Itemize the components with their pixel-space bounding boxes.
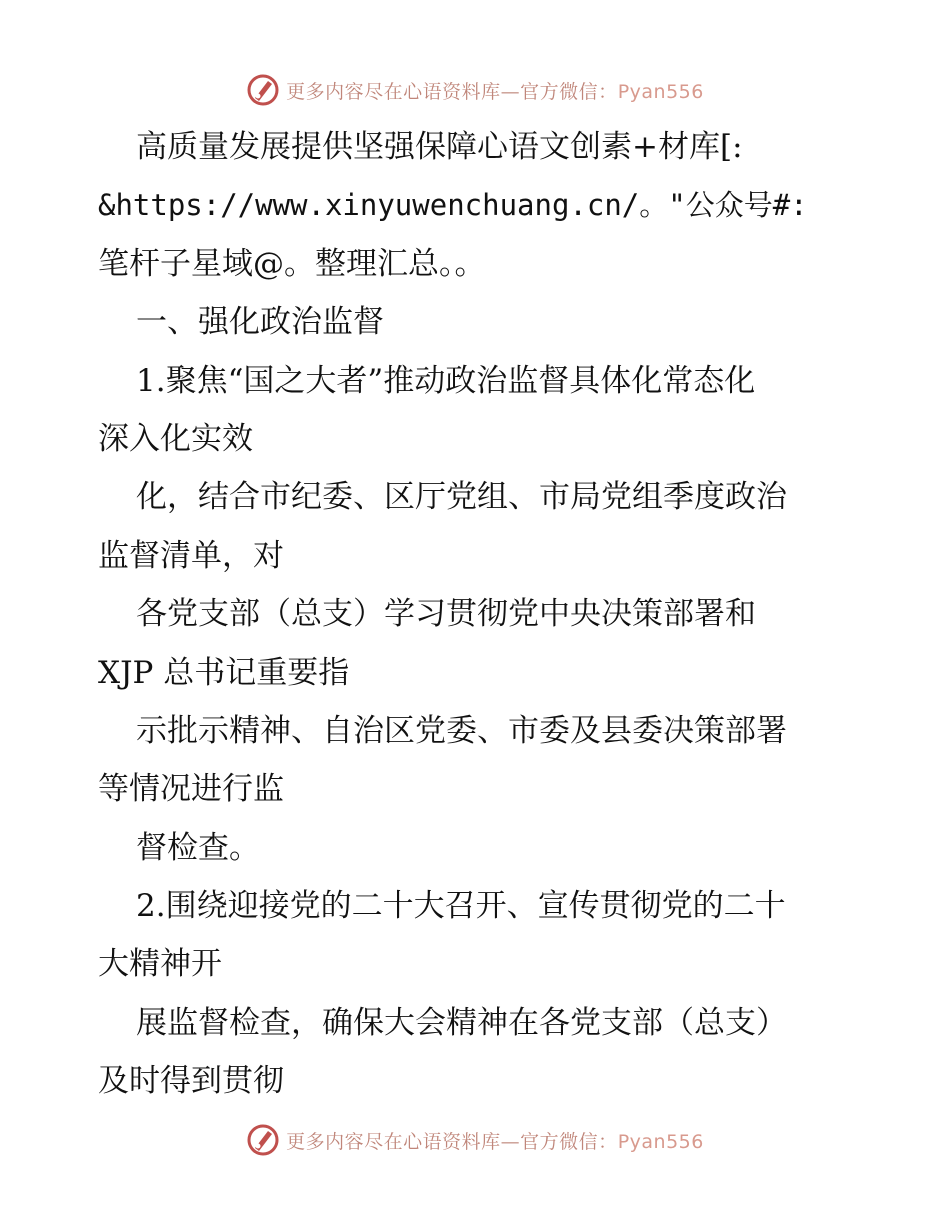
watermark-label: 官方微信：: [520, 1130, 618, 1153]
watermark-label: 官方微信：: [520, 80, 618, 103]
watermark-separator: —: [500, 80, 521, 103]
watermark-footer: [0, 1120, 950, 1160]
text-line: 示批示精神、自治区党委、市委及县委决策部署: [136, 712, 787, 749]
watermark-text: [286, 77, 704, 104]
text-line: XJP 总书记重要指: [98, 654, 350, 691]
text-line: 监督清单，对: [98, 537, 284, 574]
watermark-main: 更多内容尽在心语资料库: [286, 80, 501, 103]
logo-icon: [246, 73, 280, 107]
watermark-main: 更多内容尽在心语资料库: [286, 1130, 501, 1153]
text-line: 2.围绕迎接党的二十大召开、宣传贯彻党的二十: [136, 888, 786, 925]
text-line: 及时得到贯彻: [98, 1063, 284, 1100]
text-line: 大精神开: [98, 946, 222, 983]
text-line: 等情况进行监: [98, 771, 284, 808]
text-line: 深入化实效: [98, 420, 253, 457]
section-heading: 一、强化政治监督: [136, 304, 384, 341]
watermark-text: [286, 1127, 704, 1154]
watermark-header: [0, 70, 950, 110]
text-line: 各党支部（总支）学习贯彻党中央决策部署和: [136, 596, 756, 633]
document-body: [98, 118, 858, 1111]
text-line: 1.聚焦“国之大者”推动政治监督具体化常态化: [136, 362, 756, 399]
watermark-account: Pyan556: [617, 1130, 704, 1153]
text-line: 展监督检查，确保大会精神在各党支部（总支）: [136, 1004, 787, 1041]
watermark-separator: —: [500, 1130, 521, 1153]
watermark-account: Pyan556: [617, 80, 704, 103]
logo-icon: [246, 1123, 280, 1157]
text-line: 笔杆子星域@。整理汇总。。: [98, 245, 486, 282]
text-line: 高质量发展提供坚强保障心语文创素+材库[:: [136, 129, 743, 165]
text-line: 化，结合市纪委、区厅党组、市局党组季度政治: [136, 479, 787, 516]
text-line-url: &https://www.xinyuwenchuang.cn/。"公众号#:: [98, 188, 808, 223]
text-line: 督检查。: [136, 829, 260, 866]
